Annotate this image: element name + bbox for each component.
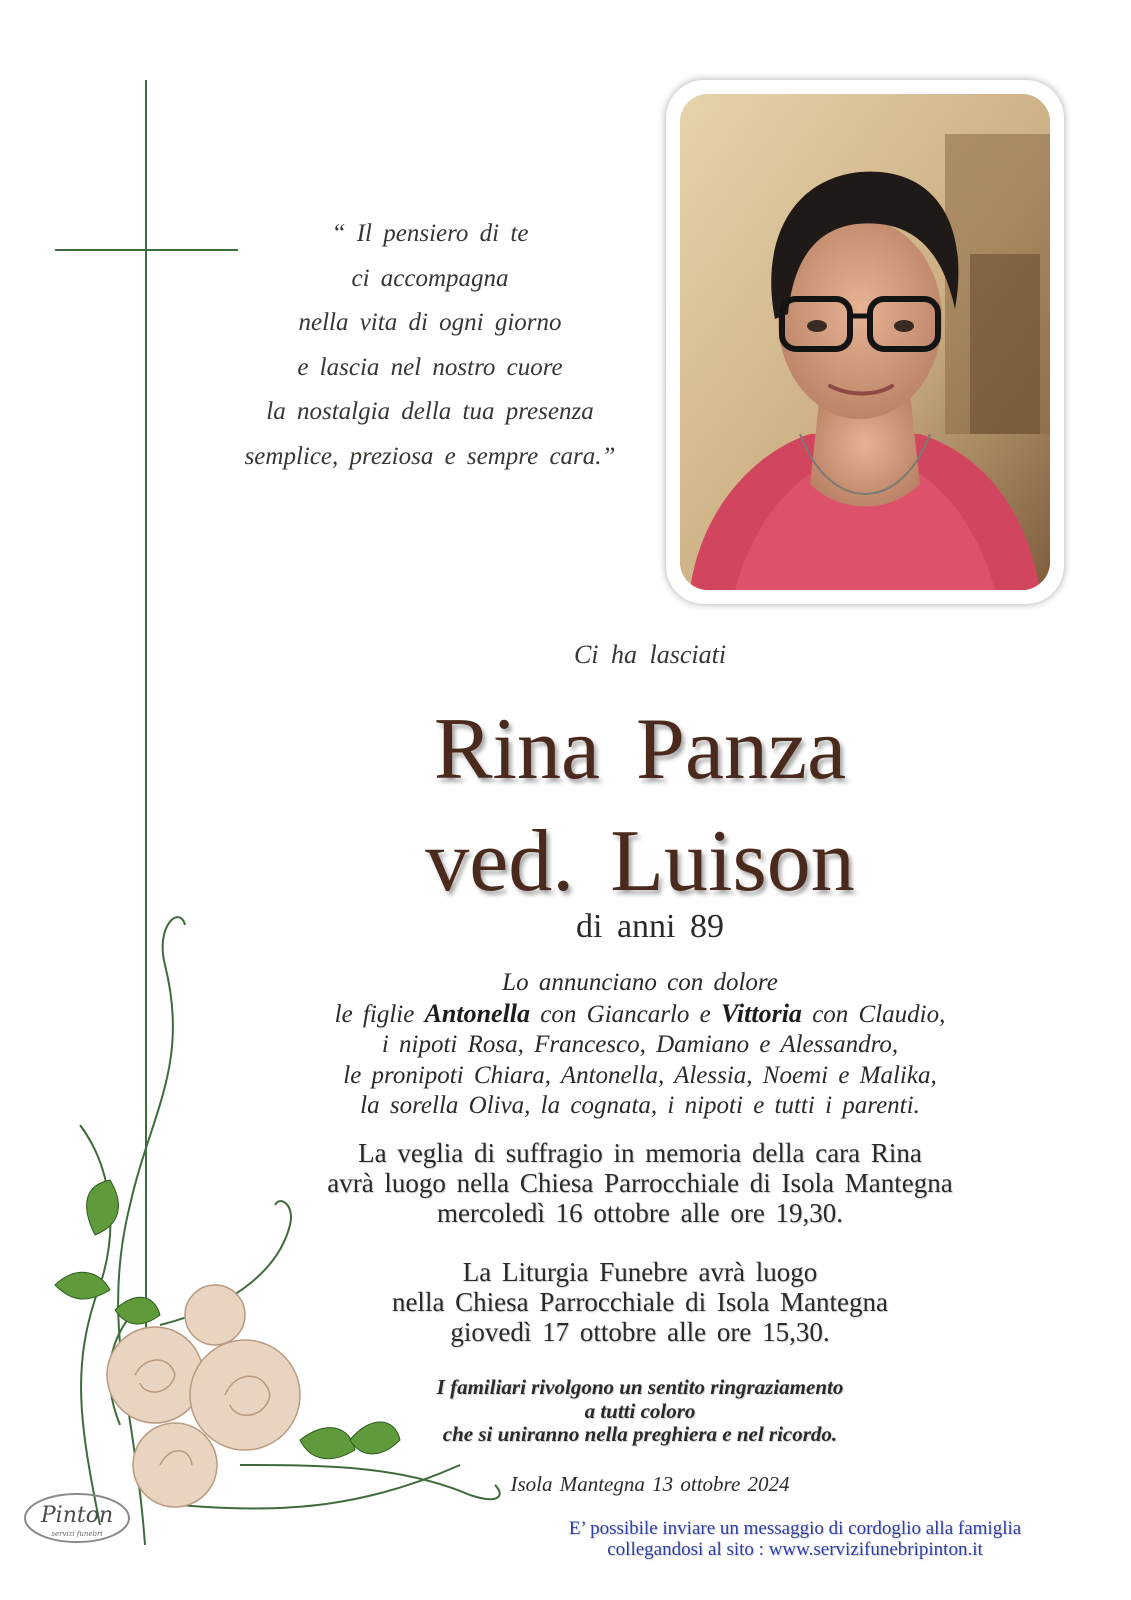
condolence-website-link[interactable]: collegandosi al sito : www.servizifunebripinton.it — [607, 1539, 983, 1560]
funeral-line: giovedì 17 ottobre alle ore 15,30. — [450, 1317, 830, 1347]
thanks-line: a tutti coloro — [584, 1398, 696, 1423]
daughter-name: Antonella — [424, 998, 531, 1028]
mourners-line: le pronipoti Chiara, Antonella, Alessia, Noemi e Malika, — [343, 1061, 937, 1089]
logo-tagline: servizi funebri — [51, 1530, 103, 1538]
mourners-line: Lo annunciano con dolore — [502, 969, 778, 996]
mourners-text: con Claudio, — [801, 1000, 946, 1028]
rose-decoration-icon — [40, 905, 520, 1545]
condolence-line: E’ possibile inviare un messaggio di cordoglio alla famiglia — [568, 1518, 1022, 1539]
memorial-quote — [220, 212, 640, 479]
pinton-logo — [22, 1490, 132, 1548]
mourners-text: con Giancarlo e — [530, 1000, 722, 1028]
quote-line: “ Il pensiero di te — [331, 220, 529, 247]
portrait-photo — [680, 94, 1050, 590]
vigil-line: mercoledì 16 ottobre alle ore 19,30. — [436, 1198, 844, 1228]
funeral-line: La Liturgia Funebre avrà luogo — [462, 1257, 818, 1287]
portrait-illustration — [680, 94, 1050, 590]
intro-text: Ci ha lasciati — [573, 640, 727, 669]
thanks-line: I familiari rivolgono un sentito ringraziamento — [436, 1375, 844, 1399]
quote-line: ci accompagna — [351, 264, 509, 292]
quote-line: semplice, preziosa e sempre cara.” — [244, 442, 616, 470]
cross-horizontal — [55, 249, 238, 251]
thanks-line: che si uniranno nella preghiera e nel ricordo. — [442, 1422, 838, 1446]
mourners-line: la sorella Oliva, la cognata, i nipoti e tutti i parenti. — [360, 1092, 920, 1119]
quote-line: e lascia nel nostro cuore — [297, 353, 563, 381]
vigil-line: avrà luogo nella Chiesa Parrocchiale di Isola Mantegna — [327, 1168, 953, 1198]
mourners-line: i nipoti Rosa, Francesco, Damiano e Alessandro, — [381, 1031, 899, 1058]
deceased-name: Rina Panza — [433, 701, 847, 798]
mourners-text: le figlie — [334, 1000, 425, 1028]
vigil-line: La veglia di suffragio in memoria della cara Rina — [358, 1138, 922, 1168]
daughter-name: Vittoria — [721, 998, 802, 1028]
quote-line: nella vita di ogni giorno — [298, 309, 562, 336]
condolence-info — [500, 1518, 1090, 1560]
quote-line: la nostalgia della tua presenza — [266, 398, 594, 425]
logo-name: Pinton — [40, 1503, 114, 1528]
place-date: Isola Mantegna 13 ottobre 2024 — [510, 1472, 790, 1496]
deceased-age: di anni 89 — [576, 908, 724, 945]
deceased-married-name: ved. Luison — [425, 813, 855, 910]
funeral-line: nella Chiesa Parrocchiale di Isola Mantegna — [391, 1287, 889, 1317]
